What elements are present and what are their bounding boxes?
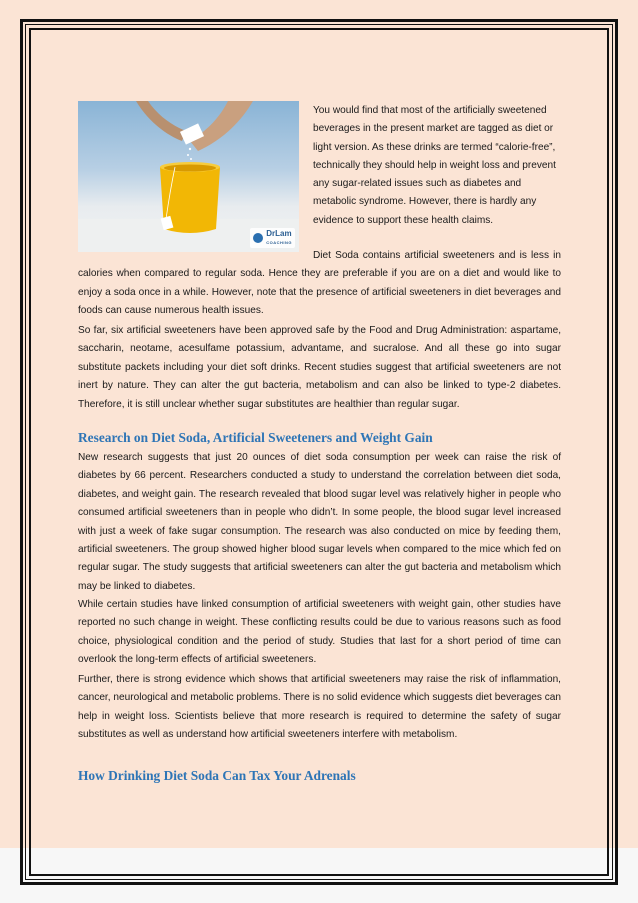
- article-photo: [78, 101, 299, 252]
- intro-side-paragraph: You would find that most of the artificially sweetened beverages in the present market are tagged as diet or light version. As these drinks are termed “calorie-free”, technically they should help in weight loss and prevent any sugar-related issues such as diabetes and metabolic syndrome. However, there is hardly any evidence to support these health claims.: [313, 105, 556, 226]
- logo-name: DrLam: [266, 229, 292, 238]
- paragraph-sweeteners-approved: So far, six artificial sweeteners have been approved safe by the Food and Drug Administration: aspartame, saccharin, neotame, acesulfame potassium, advantame, and sucralose. And all these go into sugar substitute packets including your diet soft drinks. Recent studies suggest that artificial sweeteners are not inert by nature. They can alter the gut bacteria, metabolism and can also be linked to type-2 diabetes. Therefore, it is still unclear whether sugar substitutes are healthier than regular sugar.: [78, 325, 561, 410]
- logo-sub: COACHING: [266, 240, 292, 245]
- paragraph-new-research: New research suggests that just 20 ounces of diet soda consumption per week can raise the risk of diabetes by 66 percent. Researchers conducted a study to understand the correlation between diet soda, diabetes, and weight gain. The research revealed that blood sugar level was relatively higher in people who consumed artificial sweeteners than in people who didn’t. In some people, the blood sugar level increased with just a week of fake sugar consumption. The research was also conducted on mice by feeding them, artificial sweeteners. The group showed higher blood sugar levels when compared to the mice which fed on regular sugar. The study suggests that artificial sweeteners can alter the gut bacteria and metabolism which may be linked to diabetes.: [78, 452, 561, 592]
- section-heading-research: Research on Diet Soda, Artificial Sweeteners and Weight Gain: [78, 430, 433, 445]
- section-heading-adrenals: How Drinking Diet Soda Can Tax Your Adrenals: [78, 768, 356, 783]
- paragraph-diet-soda: Diet Soda contains artificial sweeteners and is less in calories when compared to regular soda. Hence they are preferable if you are on a diet and would like to enjoy a soda once in a while. However, note that the presence of artificial sweeteners in diet beverages and foods can cause numerous health issues.: [78, 250, 561, 317]
- logo-mark-icon: [253, 233, 263, 243]
- paragraph-strong-evidence: Further, there is strong evidence which shows that artificial sweeteners may raise the risk of inflammation, cancer, neurological and metabolic problems. There is no solid evidence which suggests diet beverages can help in weight loss. Scientists believe that more research is required to determine the safety of sugar substitutes as well as understand how artificial sweeteners interfere with metabolism.: [78, 674, 561, 741]
- paragraph-conflicting-studies: While certain studies have linked consumption of artificial sweeteners with weight gain, other studies have reported no such change in weight. These conflicting results could be due to various reasons such as food choice, physiological condition and the period of study. Studies that last for a short period of time can overlook the long-term effects of artificial sweeteners.: [78, 599, 561, 666]
- drlam-logo: [250, 228, 295, 248]
